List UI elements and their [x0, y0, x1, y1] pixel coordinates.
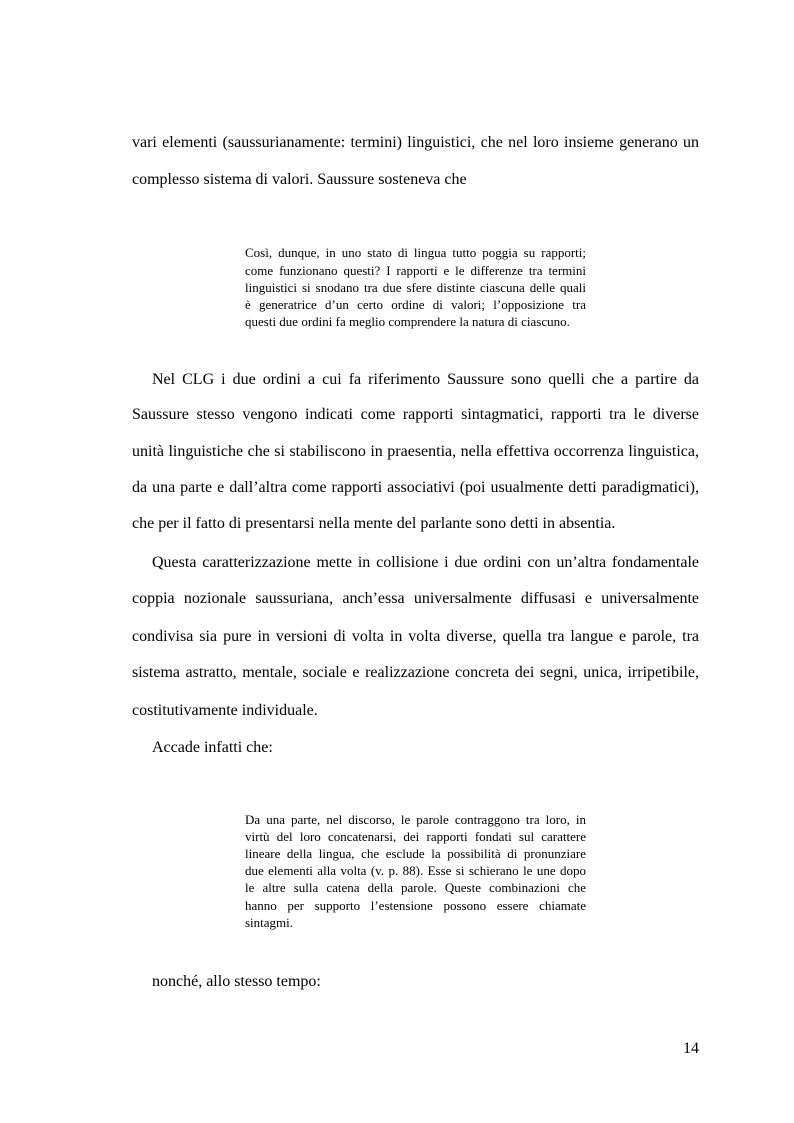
text-line: condivisa sia pure in versioni di volta in volta diverse, quella tra langue e parole, tra: [132, 628, 699, 645]
quote-line: Da una parte, nel discorso, le parole contraggono tra loro, in: [245, 812, 586, 827]
quote-line: hanno per supporto l’estensione possono essere chiamate: [245, 898, 586, 913]
quote-line: linguistici si snodano tra due sfere distinte ciascuna delle quali: [245, 280, 586, 295]
paragraph-nonche: nonché, allo stesso tempo:: [152, 973, 321, 990]
page-number: 14: [683, 1040, 699, 1057]
text-line: da una parte e dall’altra come rapporti associativi (poi usualmente detti paradigmatici),: [132, 479, 699, 496]
quote-line: due elementi alla volta (v. p. 88). Esse si schierano le une dopo: [245, 863, 586, 878]
text-line: vari elementi (saussurianamente: termini) linguistici, che nel loro insieme generano un: [132, 134, 699, 151]
text-line: sistema astratto, mentale, sociale e realizzazione concreta dei segni, unica, irripetibile,: [132, 664, 699, 681]
quote-line: virtù del loro concatenarsi, dei rapporti fondati sul carattere: [245, 829, 586, 844]
paragraph-accade: Accade infatti che:: [152, 739, 273, 756]
text-line: complesso sistema di valori. Saussure sosteneva che: [132, 171, 467, 188]
text-line: Nel CLG i due ordini a cui fa riferimento Saussure sono quelli che a partire da: [152, 371, 699, 388]
text-line: Questa caratterizzazione mette in collisione i due ordini con un’altra fondamentale: [152, 554, 699, 571]
text-line: Saussure stesso vengono indicati come rapporti sintagmatici, rapporti tra le diverse: [132, 406, 699, 423]
quote-line: Così, dunque, in uno stato di lingua tutto poggia su rapporti;: [245, 245, 586, 260]
quote-line: lineare della lingua, che esclude la possibilità di pronunziare: [245, 846, 586, 861]
text-line: costitutivamente individuale.: [132, 702, 318, 719]
text-line: che per il fatto di presentarsi nella mente del parlante sono detti in absentia.: [132, 515, 616, 532]
text-line: coppia nozionale saussuriana, anch’essa universalmente diffusasi e universalmente: [132, 590, 699, 607]
quote-line: è generatrice d’un certo ordine di valori; l’opposizione tra: [245, 297, 586, 312]
quote-line: sintagmi.: [245, 915, 294, 930]
quote-line: questi due ordini fa meglio comprendere la natura di ciascuno.: [245, 314, 570, 329]
quote-line: come funzionano questi? I rapporti e le differenze tra termini: [245, 263, 586, 278]
text-line: unità linguistiche che si stabiliscono in praesentia, nella effettiva occorrenza linguistica,: [132, 443, 699, 460]
quote-line: le altre sulla catena della parole. Queste combinazioni che: [245, 880, 586, 895]
